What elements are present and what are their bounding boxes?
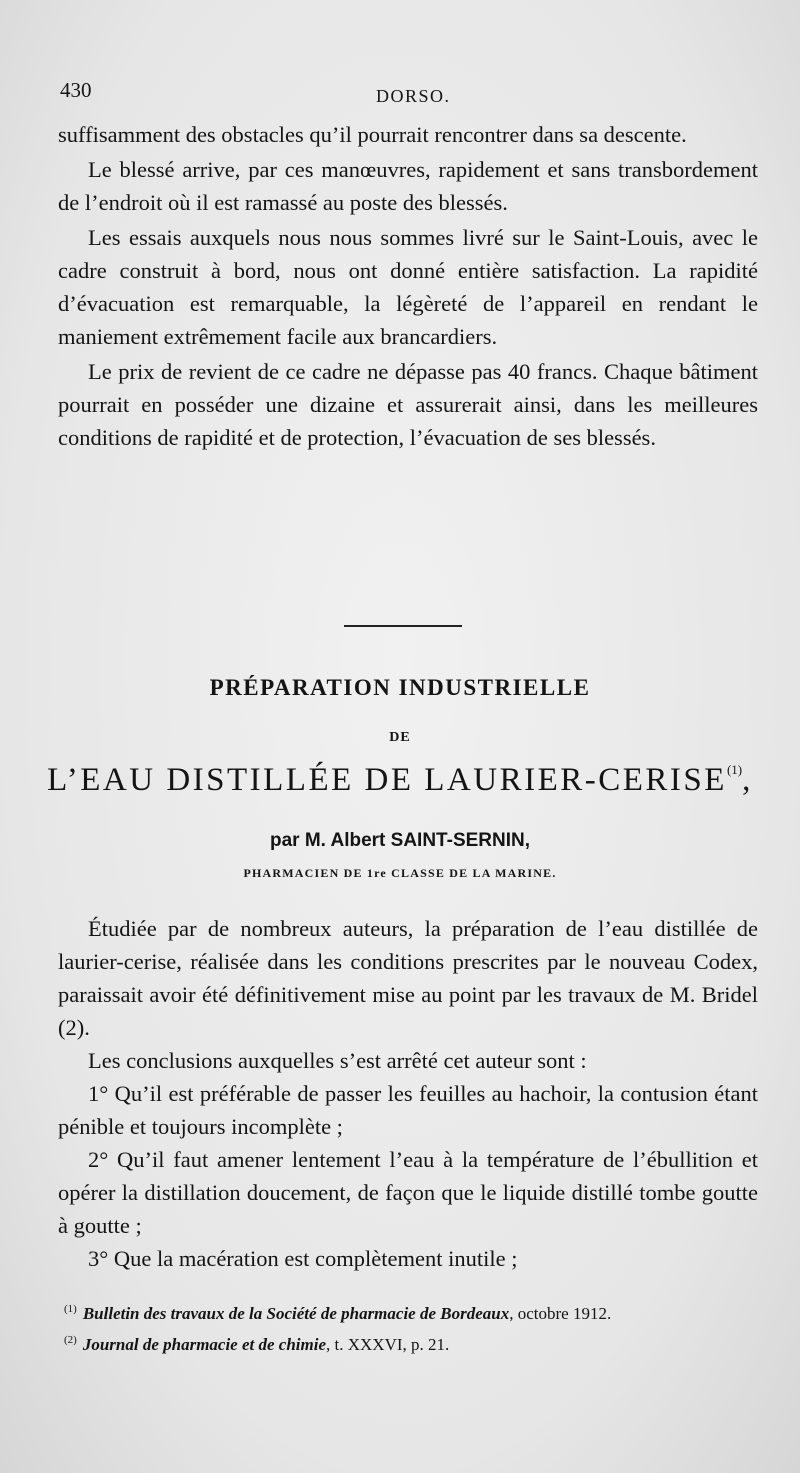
paragraph: Les conclusions auxquelles s’est arrêté cet auteur sont :: [88, 1048, 587, 1073]
list-item: 2° Qu’il faut amener lentement l’eau à la température de l’ébullition et opérer la distillation doucement, de façon que le liquide distillé tombe goutte à goutte ;: [58, 1147, 758, 1238]
title-trailing-punctuation: ,: [742, 762, 753, 798]
footnote-detail: , t. XXXVI, p. 21.: [326, 1335, 450, 1354]
list-item: 1° Qu’il est préférable de passer les feuilles au hachoir, la contusion étant pénible et toujours incomplète ;: [58, 1081, 758, 1139]
footnote: [64, 1296, 764, 1327]
article-title-text: L’EAU DISTILLÉE DE LAURIER-CERISE: [47, 762, 727, 798]
paragraph: Étudiée par de nombreux auteurs, la préparation de l’eau distillée de laurier-cerise, réalisée dans les conditions prescrites par le nouveau Codex, paraissait avoir été définitivement mise au point par les travaux de M. Bridel (2).: [58, 916, 758, 1040]
running-head: DORSO.: [376, 86, 451, 106]
footnotes: [64, 1296, 764, 1358]
footnote-source: Journal de pharmacie et de chimie: [82, 1335, 327, 1354]
page-number: 430: [60, 78, 92, 102]
title-footnote-mark: (1): [726, 762, 743, 777]
article-title-connector: DE: [389, 730, 411, 745]
list-item: 3° Que la macération est complètement inutile ;: [88, 1246, 518, 1271]
footnote: [64, 1327, 764, 1358]
article-author: par M. Albert SAINT-SERNIN,: [269, 830, 531, 851]
paragraph: suffisamment des obstacles qu’il pourrait rencontrer dans sa descente.: [58, 122, 687, 147]
section-divider: [344, 625, 462, 627]
article-body: [58, 912, 758, 1275]
previous-article-ending: [58, 118, 758, 454]
footnote-detail: , octobre 1912.: [509, 1304, 612, 1323]
footnote-source: Bulletin des travaux de la Société de pharmacie de Bordeaux: [82, 1304, 510, 1323]
footnote-mark: (2): [64, 1334, 77, 1346]
paragraph: Le blessé arrive, par ces manœuvres, rapidement et sans transbordement de l’endroit où il est ramassé au poste des blessés.: [58, 157, 758, 215]
paragraph: Le prix de revient de ce cadre ne dépasse pas 40 francs. Chaque bâtiment pourrait en posséder une dizaine et assurerait ainsi, dans les meilleures conditions de rapidité et de protection, l’évacuation de ses blessés.: [58, 359, 758, 450]
page-header: [60, 70, 760, 110]
paragraph: Les essais auxquels nous nous sommes livré sur le Saint-Louis, avec le cadre construit à bord, nous ont donné entière satisfaction. La rapidité d’évacuation est remarquable, la légèreté de l’appareil en rendant le maniement extrêmement facile aux brancardiers.: [58, 225, 758, 349]
author-affiliation: PHARMACIEN DE 1re CLASSE DE LA MARINE.: [243, 866, 557, 880]
article-title-line-1: PRÉPARATION INDUSTRIELLE: [209, 675, 591, 700]
footnote-mark: (1): [64, 1303, 77, 1315]
article-title-line-2: [0, 762, 800, 799]
